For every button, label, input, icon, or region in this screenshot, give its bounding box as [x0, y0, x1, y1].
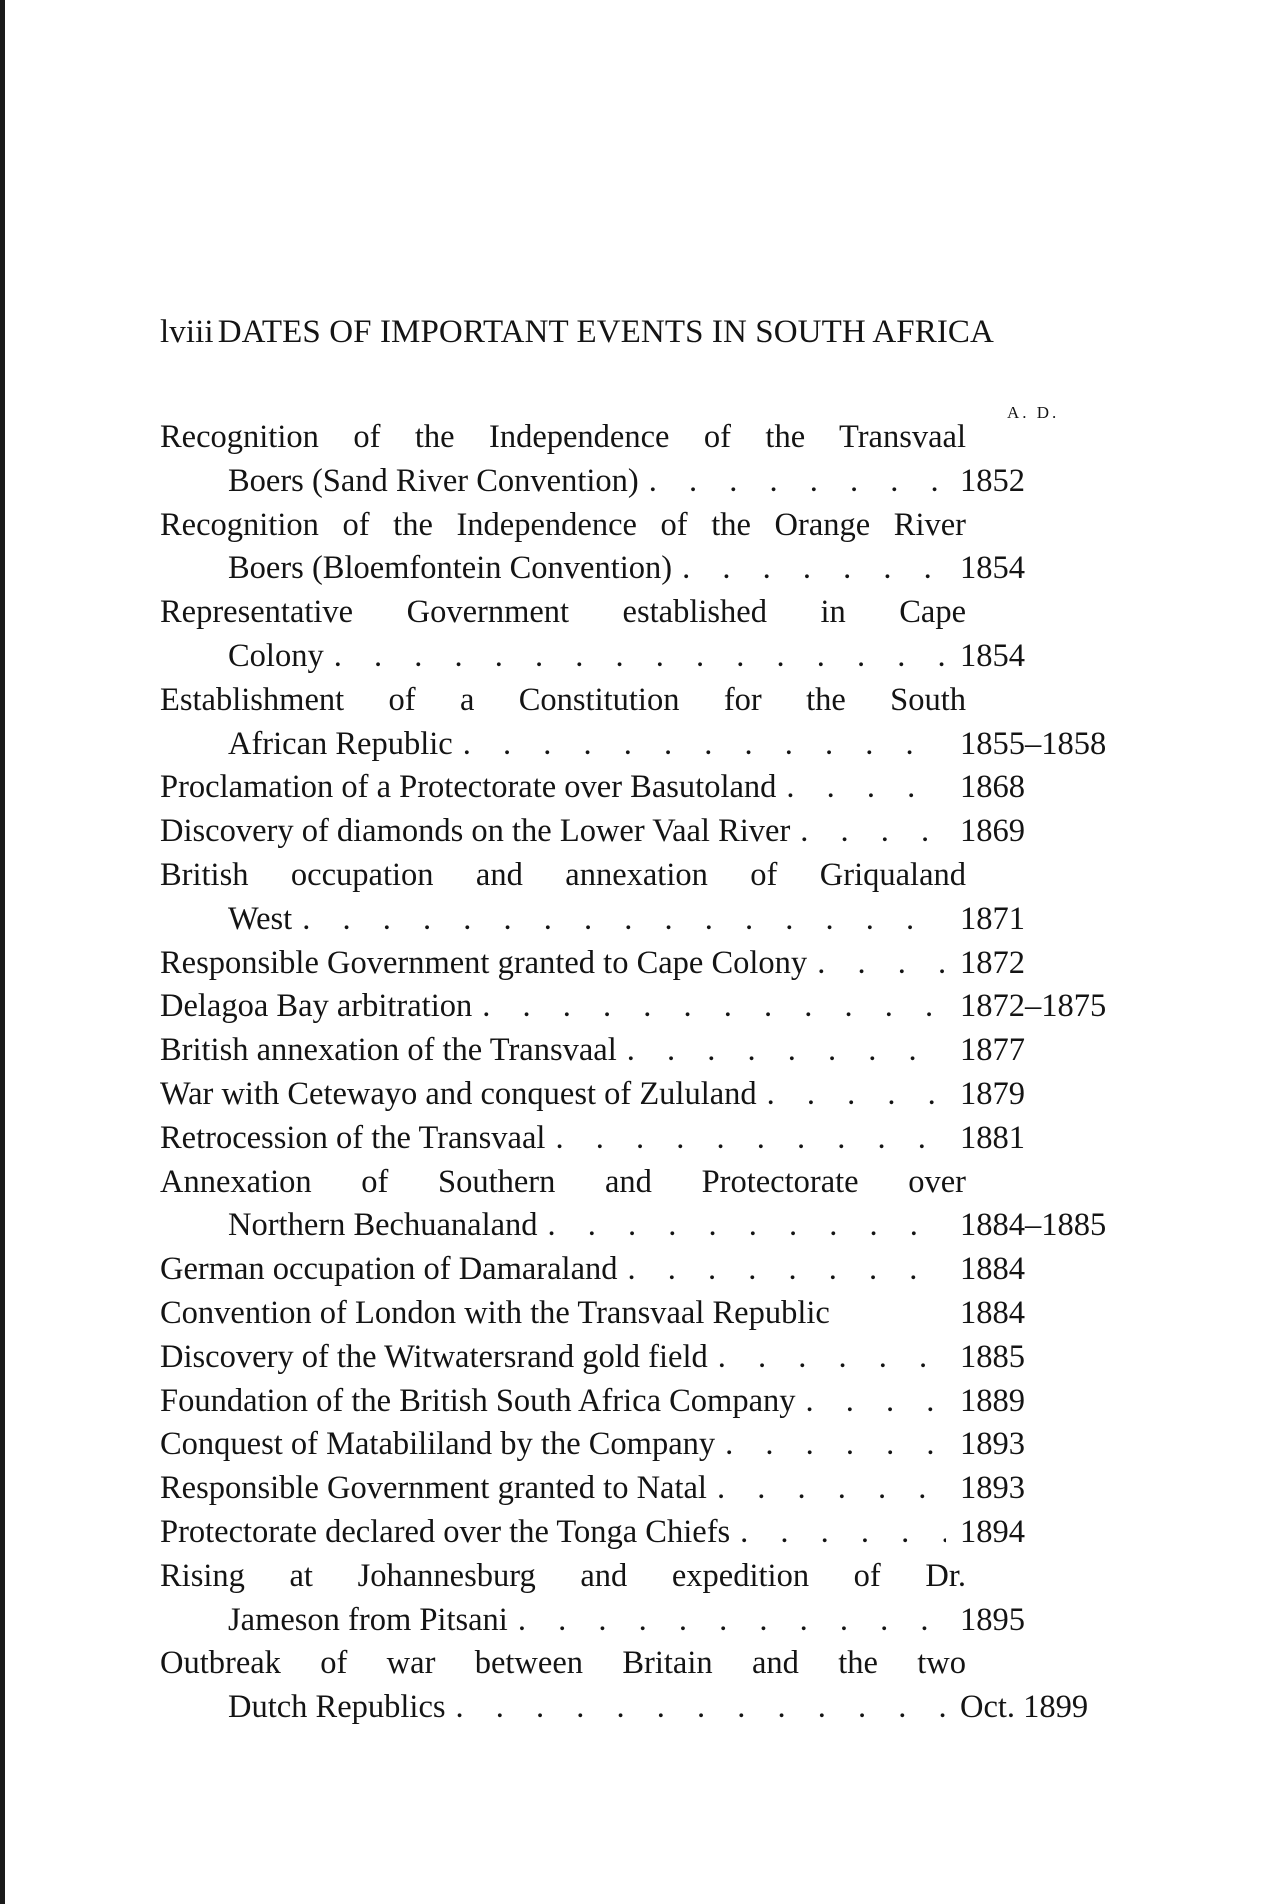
page-number: lviii — [160, 314, 214, 350]
event-date: 1854 — [960, 637, 1025, 674]
event-date: 1872–1875 — [960, 988, 1107, 1025]
event-entry — [160, 1467, 1160, 1511]
event-description-line: Rising at Johannesburg and expedition of Dr. — [160, 1557, 966, 1594]
event-description-line: British occupation and annexation of Griqualand — [160, 856, 966, 893]
event-row — [160, 635, 1160, 679]
event-description: War with Cetewayo and conquest of Zululand — [160, 1075, 757, 1112]
dot-leader — [292, 898, 946, 942]
event-entry — [160, 1336, 1160, 1380]
dot-leader — [508, 1599, 946, 1643]
dot-leader — [618, 1248, 946, 1292]
event-entry — [160, 679, 1160, 767]
event-entry — [160, 1248, 1160, 1292]
dot-leader — [830, 1292, 960, 1336]
event-date: 1884–1885 — [960, 1207, 1107, 1244]
event-entry — [160, 1642, 1160, 1730]
dot-leader — [446, 1686, 958, 1730]
event-row — [160, 1073, 1160, 1117]
dot-leader — [672, 547, 946, 591]
event-description: Convention of London with the Transvaal Republic — [160, 1294, 830, 1331]
event-entry — [160, 591, 1160, 679]
event-date: 1895 — [960, 1601, 1025, 1638]
event-date: 1868 — [960, 769, 1025, 806]
dot-leader — [757, 1073, 946, 1117]
event-row — [160, 1336, 1160, 1380]
event-description: Retrocession of the Transvaal — [160, 1119, 546, 1156]
dot-leader — [807, 942, 946, 986]
event-row — [160, 985, 1160, 1029]
event-row — [160, 898, 1160, 942]
event-description: Discovery of diamonds on the Lower Vaal River — [160, 813, 791, 850]
event-description: Responsible Government granted to Natal — [160, 1470, 707, 1507]
dot-leader — [545, 1117, 946, 1161]
event-description: German occupation of Damaraland — [160, 1251, 618, 1288]
event-description: Delagoa Bay arbitration — [160, 988, 473, 1025]
event-date: 1869 — [960, 813, 1025, 850]
event-description: Boers (Sand River Convention) — [228, 462, 639, 499]
event-description-line: Recognition of the Independence of the Transvaal — [160, 419, 966, 455]
event-entry — [160, 1073, 1160, 1117]
dot-leader — [617, 1029, 946, 1073]
event-date: 1894 — [960, 1513, 1025, 1550]
event-date: 1879 — [960, 1075, 1025, 1112]
dot-leader — [538, 1204, 946, 1248]
event-entry — [160, 854, 1160, 942]
event-row — [160, 1292, 1160, 1336]
event-row — [160, 547, 1160, 591]
event-date: 1885 — [960, 1338, 1025, 1375]
event-description: Northern Bechuanaland — [228, 1207, 538, 1244]
event-date: 1852 — [960, 462, 1025, 499]
event-entry — [160, 1555, 1160, 1643]
event-entry — [160, 1423, 1160, 1467]
event-row — [160, 1599, 1160, 1643]
event-date: 1881 — [960, 1119, 1025, 1156]
event-description-line: Representative Government established in Cape — [160, 594, 966, 631]
event-entry — [160, 766, 1160, 810]
event-date: Oct. 1899 — [960, 1689, 1089, 1726]
event-row — [160, 810, 1160, 854]
dot-leader — [324, 635, 946, 679]
event-date: 1889 — [960, 1382, 1025, 1419]
event-row — [160, 1248, 1160, 1292]
event-date: 1893 — [960, 1426, 1025, 1463]
event-date: 1854 — [960, 550, 1025, 587]
event-entry — [160, 1117, 1160, 1161]
event-row — [160, 1511, 1160, 1555]
event-description: Protectorate declared over the Tonga Chiefs — [160, 1513, 731, 1550]
event-date: 1884 — [960, 1294, 1025, 1331]
event-description: British annexation of the Transvaal — [160, 1032, 617, 1069]
event-description: Boers (Bloemfontein Convention) — [228, 550, 673, 587]
event-row — [160, 1117, 1160, 1161]
event-row — [160, 1467, 1160, 1511]
event-date: 1877 — [960, 1032, 1025, 1069]
event-description: Foundation of the British South Africa Company — [160, 1382, 796, 1419]
dot-leader — [790, 810, 946, 854]
dot-leader — [453, 723, 946, 767]
event-description: African Republic — [228, 725, 453, 762]
event-description-line: Recognition of the Independence of the Orange River — [160, 506, 966, 543]
event-row — [160, 942, 1160, 986]
date-column-heading: A. D. — [1007, 403, 1060, 422]
event-date: 1884 — [960, 1251, 1025, 1288]
event-description: Dutch Republics — [228, 1689, 446, 1726]
events-list — [160, 416, 1160, 1730]
event-entry — [160, 1029, 1160, 1073]
event-description: Conquest of Matabililand by the Company — [160, 1426, 716, 1463]
event-date: 1855–1858 — [960, 725, 1107, 762]
page-header — [160, 311, 1150, 353]
event-description: Discovery of the Witwatersrand gold field — [160, 1338, 708, 1375]
event-entry — [160, 1161, 1160, 1249]
page-title: DATES OF IMPORTANT EVENTS IN SOUTH AFRICA — [217, 314, 994, 350]
event-entry — [160, 504, 1160, 592]
dot-leader — [708, 1336, 946, 1380]
event-description: Proclamation of a Protectorate over Basutoland — [160, 769, 777, 806]
event-entry — [160, 1511, 1160, 1555]
dot-leader — [707, 1467, 946, 1511]
dot-leader — [715, 1423, 946, 1467]
event-entry — [160, 416, 1160, 504]
event-description: West — [228, 900, 293, 937]
dot-leader — [730, 1511, 946, 1555]
dot-leader — [472, 985, 946, 1029]
event-row — [160, 1204, 1160, 1248]
dot-leader — [796, 1380, 946, 1424]
event-entry — [160, 1380, 1160, 1424]
event-description: Responsible Government granted to Cape Colony — [160, 944, 808, 981]
event-row — [160, 1380, 1160, 1424]
page-binding-edge — [0, 0, 5, 1904]
event-description: Colony — [228, 637, 324, 674]
event-entry — [160, 810, 1160, 854]
event-row — [160, 1423, 1160, 1467]
event-row — [160, 460, 1160, 504]
event-row — [160, 766, 1160, 810]
event-row — [160, 1686, 1160, 1730]
event-description-line: Outbreak of war between Britain and the two — [160, 1645, 966, 1682]
event-date: 1871 — [960, 900, 1025, 937]
event-description: Jameson from Pitsani — [228, 1601, 508, 1638]
event-date: 1872 — [960, 944, 1025, 981]
event-entry — [160, 985, 1160, 1029]
event-date: 1893 — [960, 1470, 1025, 1507]
event-row — [160, 1029, 1160, 1073]
dot-leader — [776, 766, 946, 810]
event-description-line: Establishment of a Constitution for the South — [160, 681, 966, 718]
event-description-line: Annexation of Southern and Protectorate over — [160, 1163, 966, 1200]
event-entry — [160, 1292, 1160, 1336]
dot-leader — [639, 460, 946, 504]
event-entry — [160, 942, 1160, 986]
event-row — [160, 723, 1160, 767]
